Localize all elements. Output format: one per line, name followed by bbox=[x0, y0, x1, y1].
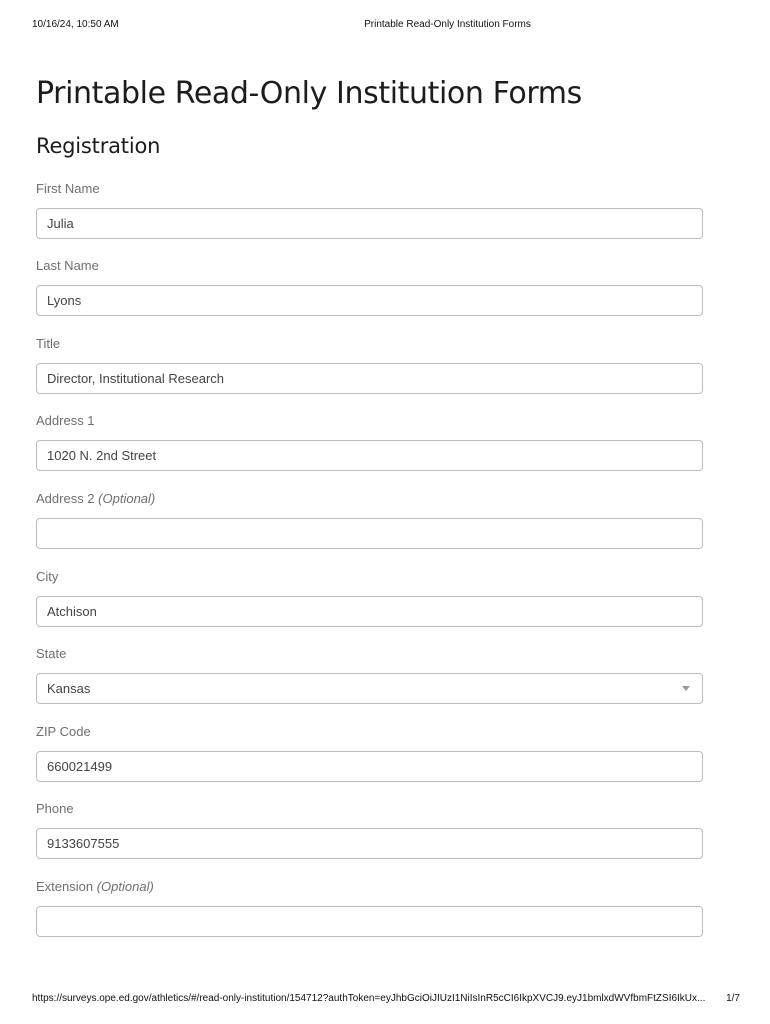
address2-field[interactable] bbox=[36, 518, 703, 549]
address1-field[interactable]: 1020 N. 2nd Street bbox=[36, 440, 703, 471]
city-label: City bbox=[36, 569, 59, 584]
city-field[interactable]: Atchison bbox=[36, 596, 703, 627]
extension-optional-tag: (Optional) bbox=[96, 879, 154, 894]
page-indicator: 1/7 bbox=[726, 993, 740, 1004]
title-field[interactable]: Director, Institutional Research bbox=[36, 363, 703, 394]
extension-field[interactable] bbox=[36, 906, 703, 937]
chevron-down-icon bbox=[682, 686, 690, 691]
page-title: Printable Read-Only Institution Forms bbox=[36, 76, 582, 111]
state-select[interactable] bbox=[36, 673, 703, 704]
state-select-value: Kansas bbox=[47, 681, 91, 696]
state-label: State bbox=[36, 646, 67, 661]
title-label: Title bbox=[36, 336, 61, 351]
print-footer bbox=[0, 992, 770, 1008]
print-url: https://surveys.ope.ed.gov/athletics/#/read-only-institution/154712?authToken=eyJhbGciOiJIUzI1NiIsInR5cCI6IkpXVCJ9.eyJ1bmlxdWVfbmFtZSI6IkUx... bbox=[32, 993, 706, 1004]
first-name-label: First Name bbox=[36, 181, 100, 196]
section-title: Registration bbox=[36, 134, 161, 158]
print-datetime: 10/16/24, 10:50 AM bbox=[32, 19, 119, 30]
phone-label: Phone bbox=[36, 801, 74, 816]
address2-label bbox=[36, 491, 155, 506]
zip-field[interactable]: 660021499 bbox=[36, 751, 703, 782]
print-header bbox=[0, 18, 770, 34]
extension-label bbox=[36, 879, 154, 894]
first-name-field[interactable]: Julia bbox=[36, 208, 703, 239]
address2-optional-tag: (Optional) bbox=[98, 491, 156, 506]
address2-label-text: Address 2 bbox=[36, 491, 95, 506]
address1-label: Address 1 bbox=[36, 413, 95, 428]
extension-label-text: Extension bbox=[36, 879, 94, 894]
phone-field[interactable]: 9133607555 bbox=[36, 828, 703, 859]
last-name-field[interactable]: Lyons bbox=[36, 285, 703, 316]
zip-label: ZIP Code bbox=[36, 724, 91, 739]
print-document-title: Printable Read-Only Institution Forms bbox=[364, 19, 531, 30]
last-name-label: Last Name bbox=[36, 258, 99, 273]
